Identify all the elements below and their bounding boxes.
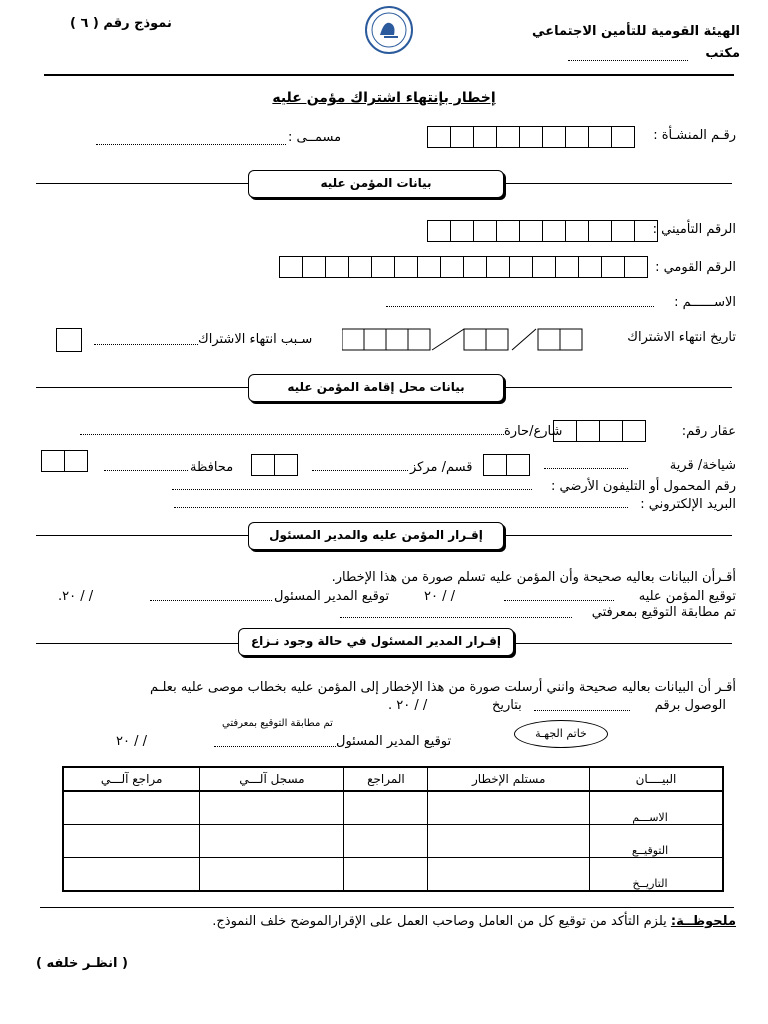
establishment-number-boxes[interactable] xyxy=(428,126,635,148)
manager-signature-label: توقيع المدير المسئول xyxy=(274,589,390,604)
establishment-number-label: رقـم المنشـأة : xyxy=(653,128,736,143)
receipt-date-label: بتاريخ xyxy=(492,698,522,713)
receipt-date-marks: / / ٢٠ . xyxy=(388,698,428,713)
manager-final-date: / / ٢٠ xyxy=(116,734,147,749)
section-manager-declaration: إقـرار المدير المسئول في حالة وجود نـزاع xyxy=(238,628,514,656)
governorate-field[interactable] xyxy=(104,470,188,471)
property-number-label: عقار رقم: xyxy=(681,424,736,439)
table-cell[interactable] xyxy=(63,825,200,858)
section-residence-data: بيانات محل إقامة المؤمن عليه xyxy=(248,374,504,402)
section-insured-declaration: إقـرار المؤمن عليه والمدير المسئول xyxy=(248,522,504,550)
table-cell[interactable] xyxy=(63,858,200,892)
manager-signature-field[interactable] xyxy=(150,600,272,601)
end-date-boxes[interactable] xyxy=(342,328,604,352)
end-reason-code-box[interactable] xyxy=(56,328,82,352)
table-cell[interactable] xyxy=(344,858,428,892)
note-label: ملحوظــة: xyxy=(670,914,736,929)
row-label: الاســـم xyxy=(590,791,724,825)
end-date-label: تاريخ انتهاء الاشتراك xyxy=(627,330,736,345)
row-label: التوقيــع xyxy=(590,825,724,858)
section-insured-data: بيانات المؤمن عليه xyxy=(248,170,504,198)
manager-statement: أقـر أن البيانات بعاليه صحيحة وانني أرسلت صورة من هذا الإخطار إلى المؤمن عليه بخطاب موصى عليه بعلـم xyxy=(150,680,736,695)
end-reason-field[interactable] xyxy=(94,344,198,345)
office-label: مكتب xyxy=(705,46,740,61)
table-cell[interactable] xyxy=(200,791,344,825)
signature-matching-field[interactable] xyxy=(340,617,572,618)
page-title: إخطار بإنتهاء اشتراك مؤمن عليه xyxy=(272,90,496,106)
table-cell[interactable] xyxy=(200,858,344,892)
insured-signature-date: / / ٢٠ xyxy=(424,589,455,604)
table-header-cell: المراجع xyxy=(344,767,428,791)
insured-signature-field[interactable] xyxy=(504,600,614,601)
table-cell[interactable] xyxy=(344,791,428,825)
email-field[interactable] xyxy=(174,507,628,508)
national-id-boxes[interactable] xyxy=(280,256,648,278)
insured-name-label: الاســــــم : xyxy=(674,295,736,310)
header-divider xyxy=(44,74,734,76)
signature-matching-label: تم مطابقة التوقيع بمعرفتي xyxy=(591,605,736,620)
table-cell[interactable] xyxy=(428,791,590,825)
table-header-cell: مراجع آلـــي xyxy=(63,767,200,791)
table-cell[interactable] xyxy=(344,825,428,858)
property-number-boxes[interactable] xyxy=(554,420,646,442)
manager-final-signature-field[interactable] xyxy=(214,746,336,747)
village-field[interactable] xyxy=(544,468,628,469)
end-reason-label: سـبب انتهاء الاشتراك xyxy=(198,332,313,347)
email-label: البريد الإلكتروني : xyxy=(640,497,736,512)
street-field[interactable] xyxy=(80,434,504,435)
table-header-cell: مستلم الإخطار xyxy=(428,767,590,791)
governorate-label: محافظة xyxy=(190,460,234,475)
review-table xyxy=(62,766,724,892)
street-label: شارع/حارة xyxy=(504,424,563,439)
governorate-extra-boxes[interactable] xyxy=(42,450,88,472)
table-header-cell: مسجل آلـــي xyxy=(200,767,344,791)
establishment-name-field[interactable] xyxy=(96,144,286,145)
manager-matching-label: تم مطابقة التوقيع بمعرفتي xyxy=(222,718,333,729)
receipt-number-label: الوصول برقم xyxy=(654,698,726,713)
declaration-statement: أقـرأن البيانات بعاليه صحيحة وأن المؤمن عليه تسلم صورة من هذا الإخطار. xyxy=(331,570,736,585)
org-name: الهيئة القومية للتأمين الاجتماعي xyxy=(532,24,740,39)
table-header-row xyxy=(63,767,723,791)
office-field[interactable] xyxy=(568,60,688,61)
row-label: التاريــخ xyxy=(590,858,724,892)
insured-name-field[interactable] xyxy=(386,306,654,307)
note-text: يلزم التأكد من توقيع كل من العامل وصاحب العمل على الإقرارالموضح خلف النموذج. xyxy=(212,914,667,929)
table-cell[interactable] xyxy=(428,825,590,858)
form-number: نموذج رقم ( ٦ ) xyxy=(70,16,172,31)
table-row xyxy=(63,825,723,858)
district-code-boxes[interactable] xyxy=(484,454,530,476)
table-cell[interactable] xyxy=(428,858,590,892)
village-label: شياخة/ قرية xyxy=(669,458,736,473)
table-header-cell: البيــــان xyxy=(590,767,724,791)
phone-label: رقم المحمول أو التليفون الأرضي : xyxy=(551,479,736,494)
insurance-number-boxes[interactable] xyxy=(428,220,658,242)
table-row xyxy=(63,791,723,825)
phone-field[interactable] xyxy=(172,489,532,490)
insured-signature-label: توقيع المؤمن عليه xyxy=(638,589,736,604)
org-logo-icon xyxy=(364,5,414,55)
establishment-name-label: مسمــى : xyxy=(288,130,342,145)
receipt-number-field[interactable] xyxy=(534,710,630,711)
footer-note xyxy=(212,914,736,929)
insurance-number-label: الرقم التأميني : xyxy=(652,222,736,237)
entity-stamp: خاتم الجهـة xyxy=(514,720,608,748)
governorate-code-boxes[interactable] xyxy=(252,454,298,476)
national-id-label: الرقم القومي : xyxy=(655,260,736,275)
table-cell[interactable] xyxy=(200,825,344,858)
manager-final-signature-label: توقيع المدير المسئول xyxy=(336,734,452,749)
manager-signature-date: / / ٢٠. xyxy=(58,589,94,604)
district-label: قسم/ مركز xyxy=(410,460,473,475)
see-back-label: ( انظـر خلفه ) xyxy=(36,956,128,971)
table-row xyxy=(63,858,723,892)
table-cell[interactable] xyxy=(63,791,200,825)
footer-divider xyxy=(40,907,734,908)
district-field[interactable] xyxy=(312,470,408,471)
